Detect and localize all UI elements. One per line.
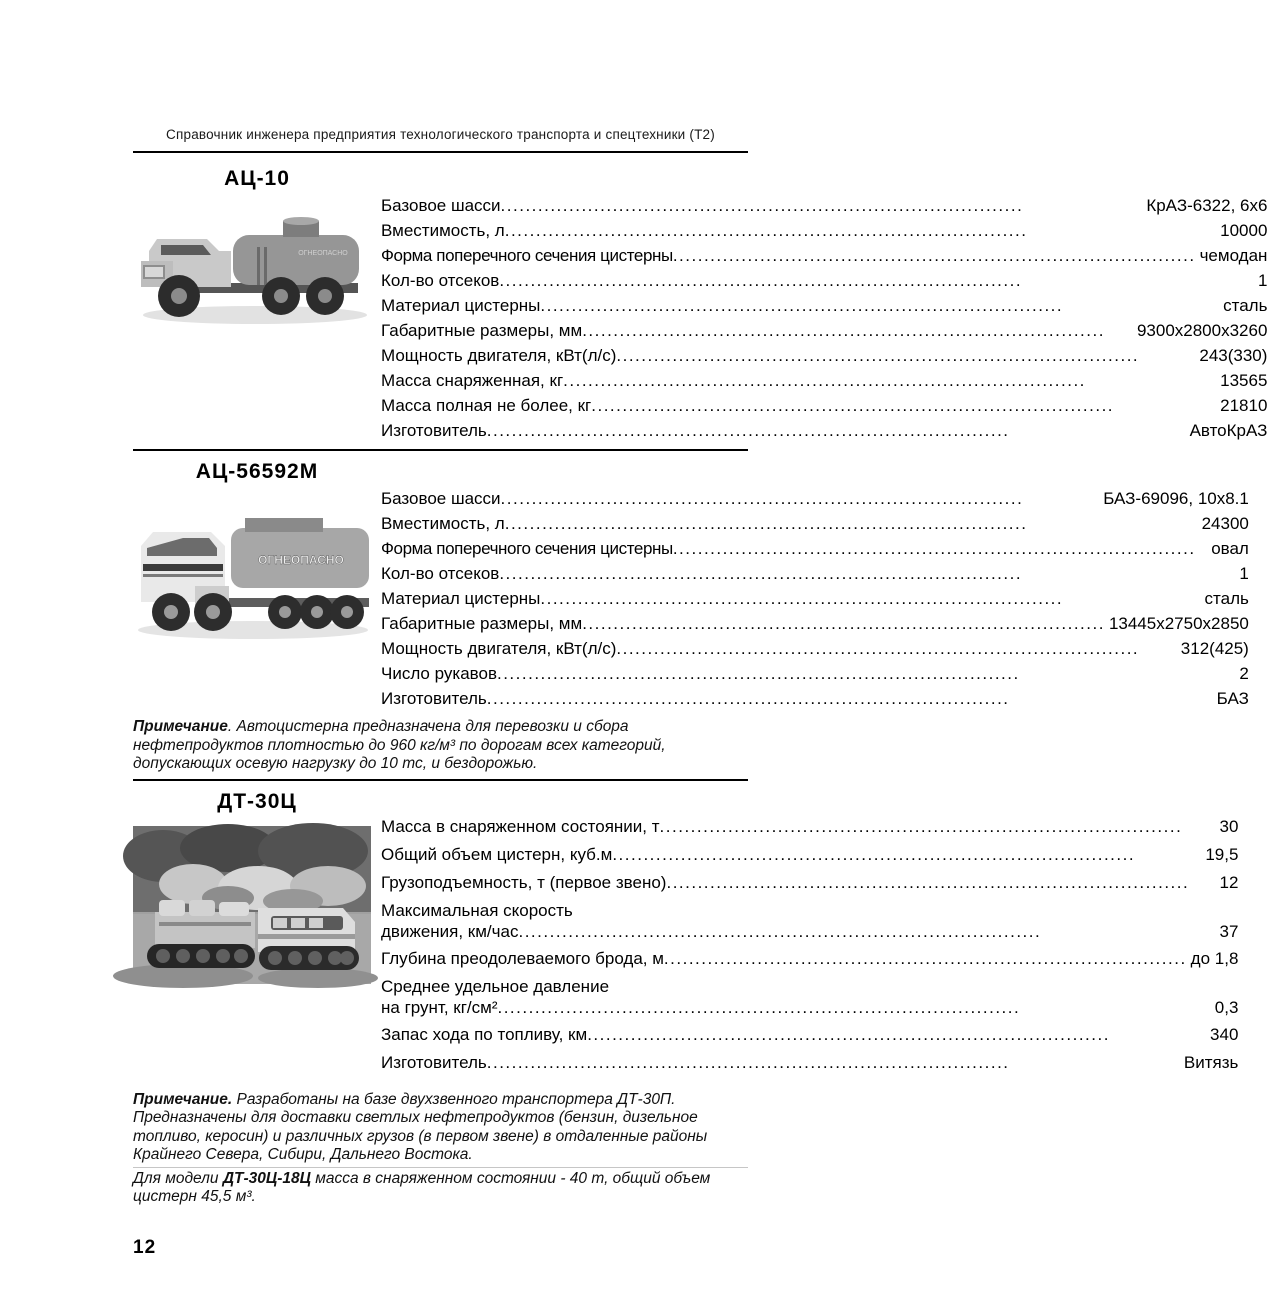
spec-row: Мощность двигателя, кВт(л/с) ..... 312(425) (381, 636, 1249, 661)
spec-row: Масса полная не более, кг ..... 21810 (381, 393, 1267, 418)
page-content (133, 0, 1267, 1259)
section-divider-rule (133, 449, 748, 451)
tank-marking-ac10: ОГНЕОПАСНО (298, 250, 348, 257)
spec-row: Число рукавов ..... 2 (381, 661, 1249, 686)
note-line1: Примечание. Разработаны на базе двухзвенного транспортера ДТ-30П. (133, 1090, 676, 1108)
spec-row: Вместимость, л ..... 24300 (381, 511, 1249, 536)
section-title-ac56592m: АЦ-56592М (195, 460, 319, 483)
spec-row: Мощность двигателя, кВт(л/с) ..... 243(330) (381, 343, 1267, 368)
section-title-dt30c: ДТ-30Ц (217, 789, 297, 813)
spec-list-ac10 (381, 191, 1267, 443)
spec-row: Грузоподъемность, т (первое звено) ..... 12 (381, 872, 1238, 894)
spec-row: Масса в снаряженном состоянии, т ..... 30 (381, 816, 1238, 838)
spec-row: Кол-во отсеков ..... 1 (381, 561, 1249, 586)
tank-marking-ac56592m: ОГНЕОПАСНО (258, 553, 344, 567)
spec-list-ac56592m (381, 484, 1249, 711)
spec-row: Максимальная скорость движения, км/час ..... 37 (381, 900, 1238, 942)
section-ac10 (133, 167, 1267, 443)
note-line2: Предназначены для доставки светлых нефтепродуктов (бензин, дизельное топливо, керосин) и различных грузов (в первом звене) в отдаленные районы Крайнего Севера, Сибири, Дальнего Востока. (133, 1109, 708, 1163)
spec-row: Изготовитель ..... БАЗ (381, 686, 1249, 711)
note-dt30c (133, 1091, 748, 1207)
spec-row: Материал цистерны ..... сталь (381, 586, 1249, 611)
note-ac56592m (133, 718, 748, 774)
spec-row: Базовое шасси ..... КрАЗ-6322, 6х6 (381, 193, 1267, 218)
note-rule (133, 779, 748, 781)
note-lead: Примечание. (133, 1090, 233, 1108)
spec-row: Форма поперечного сечения цистерны ..... чемодан (381, 243, 1267, 268)
spec-row: Кол-во отсеков ..... 1 (381, 268, 1267, 293)
spec-row: Габаритные размеры, мм ..... 9300х2800х3260 (381, 318, 1267, 343)
note-lead: Примечание (133, 718, 228, 735)
page-number: 12 (133, 1236, 157, 1258)
kraz-tanker-truck-photo (133, 199, 373, 327)
running-header: Справочник инженера предприятия технологического транспорта и спецтехники (Т2) (166, 127, 715, 142)
spec-row: Габаритные размеры, мм ..... 13445х2750х2850 (381, 611, 1249, 636)
spec-row: Изготовитель ..... Витязь (381, 1052, 1238, 1074)
spec-row: Масса снаряженная, кг ..... 13565 (381, 368, 1267, 393)
spec-row: Форма поперечного сечения цистерны ..... овал (381, 536, 1249, 561)
section-dt30c (133, 789, 1239, 1080)
section-title-ac10: АЦ-10 (224, 167, 290, 190)
note-line3: Для модели ДТ-30Ц-18Ц масса в снаряженном состоянии - 40 т, общий объем цистерн 45,5 м³. (133, 1169, 711, 1205)
header-rule (133, 151, 748, 153)
note-text: . Автоцистерна предназначена для перевозки и сбора нефтепродуктов плотностью до 960 кг/м³ по дорогам всех категорий, допускающих осевую нагрузку до 10 тс, и бездорожью. (133, 718, 666, 772)
spec-row: Общий объем цистерн, куб.м ..... 19,5 (381, 844, 1238, 866)
spec-row: Среднее удельное давление на грунт, кг/см² ..... 0,3 (381, 976, 1238, 1018)
section-ac56592m (133, 460, 1249, 711)
spec-row: Материал цистерны ..... сталь (381, 293, 1267, 318)
spec-row: Вместимость, л ..... 10000 (381, 218, 1267, 243)
spec-row: Глубина преодолеваемого брода, м ..... до 1,8 (381, 948, 1238, 970)
spec-row: Базовое шасси ..... БАЗ-69096, 10х8.1 (381, 486, 1249, 511)
spec-row: Изготовитель ..... АвтоКрАЗ (381, 418, 1267, 443)
vityaz-tracked-carrier-photo (133, 826, 371, 984)
baz-tanker-truck-photo (133, 502, 373, 644)
note-thin-divider (133, 1167, 748, 1168)
note-model-name: ДТ-30Ц-18Ц (222, 1169, 311, 1187)
spec-row: Запас хода по топливу, км ..... 340 (381, 1024, 1238, 1046)
spec-list-dt30c (381, 814, 1238, 1080)
